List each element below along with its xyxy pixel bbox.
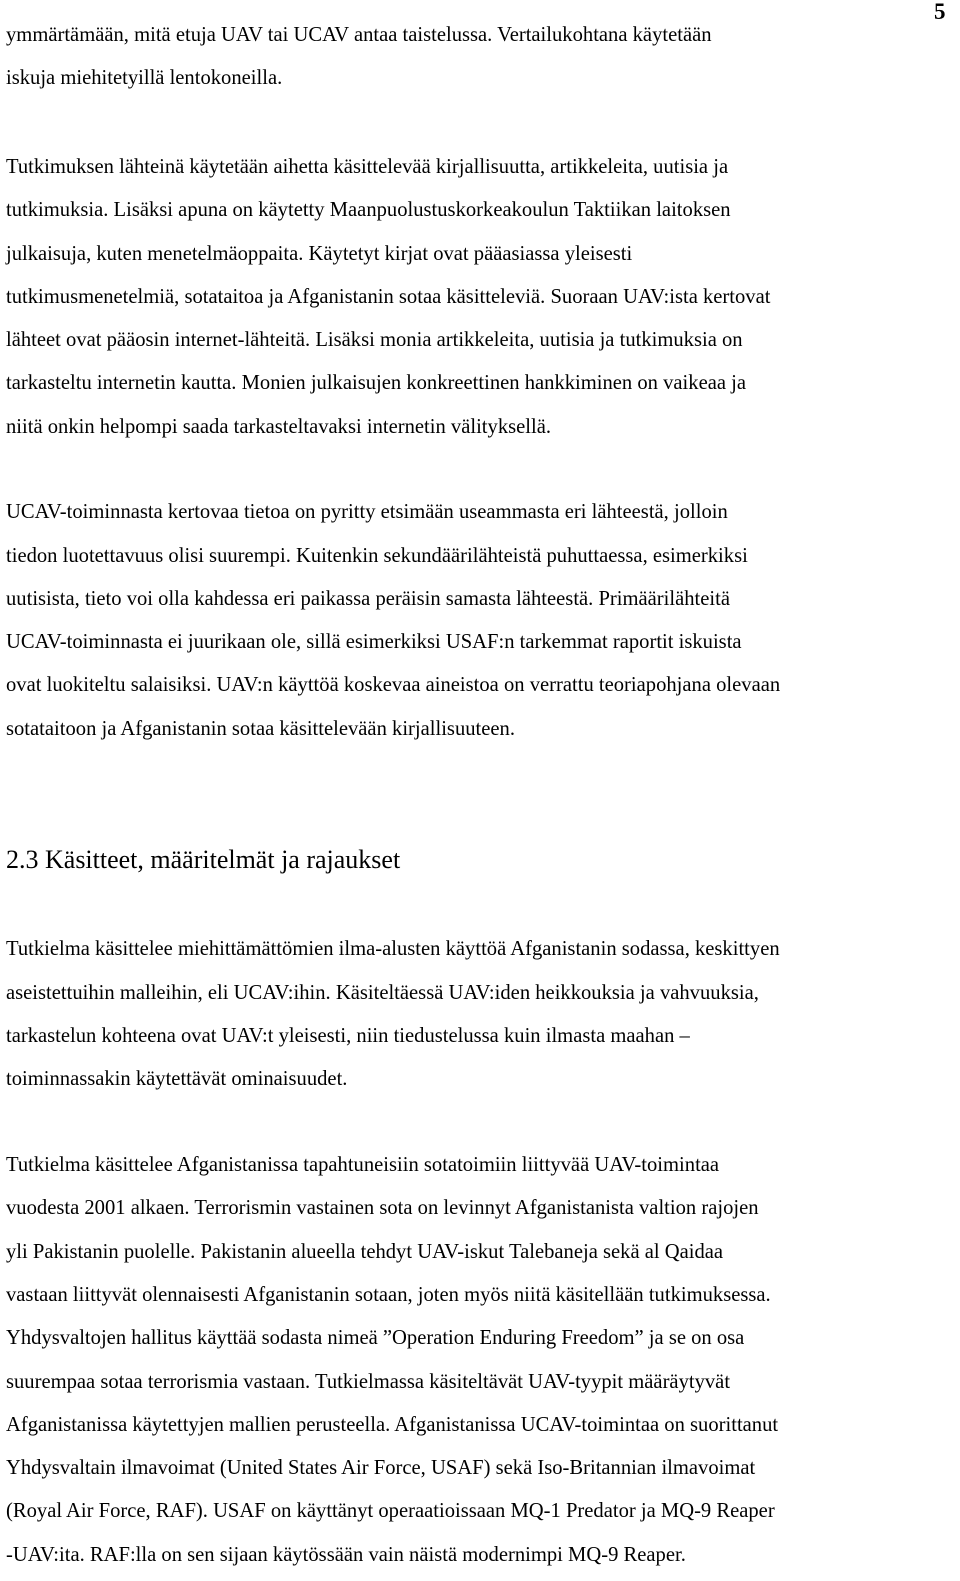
text-line: sotataitoon ja Afganistanin sotaa käsittelevään kirjallisuuteen. xyxy=(6,718,515,740)
text-line: tarkastelun kohteena ovat UAV:t yleisesti, niin tiedustelussa kuin ilmasta maahan – xyxy=(6,1025,690,1047)
text-line: tarkasteltu internetin kautta. Monien julkaisujen konkreettinen hankkiminen on vaikeaa ja xyxy=(6,372,747,394)
page-number: 5 xyxy=(934,0,946,24)
text-line: julkaisuja, kuten menetelmäoppaita. Käytetyt kirjat ovat pääasiassa yleisesti xyxy=(6,243,633,265)
text-line: tiedon luotettavuus olisi suurempi. Kuitenkin sekundäärilähteistä puhuttaessa, esimerkiksi xyxy=(6,545,748,567)
text-line: niitä onkin helpompi saada tarkasteltavaksi internetin välityksellä. xyxy=(6,416,552,438)
section-heading: 2.3 Käsitteet, määritelmät ja rajaukset xyxy=(6,845,401,874)
text-line: iskuja miehitetyillä lentokoneilla. xyxy=(6,67,283,89)
text-line: tutkimusmenetelmiä, sotataitoa ja Afganistanin sotaa käsitteleviä. Suoraan UAV:ista kertovat xyxy=(6,286,771,308)
text-line: aseistettuihin malleihin, eli UCAV:ihin. Käsiteltäessä UAV:iden heikkouksia ja vahvuuksia, xyxy=(6,982,759,1004)
text-line: UCAV-toiminnasta kertovaa tietoa on pyritty etsimään useammasta eri lähteestä, jolloin xyxy=(6,501,728,523)
text-line: Tutkielma käsittelee Afganistanissa tapahtuneisiin sotatoimiin liittyvää UAV-toimintaa xyxy=(6,1154,720,1176)
text-line: uutisista, tieto voi olla kahdessa eri paikassa peräisin samasta lähteestä. Primäärilähteitä xyxy=(6,588,730,610)
text-line: UCAV-toiminnasta ei juurikaan ole, sillä esimerkiksi USAF:n tarkemmat raportit iskuista xyxy=(6,631,742,653)
text-line: Yhdysvaltain ilmavoimat (United States Air Force, USAF) sekä Iso-Britannian ilmavoimat xyxy=(6,1457,756,1479)
text-line: suurempaa sotaa terrorismia vastaan. Tutkielmassa käsiteltävät UAV-tyypit määräytyvät xyxy=(6,1371,731,1393)
text-line: Afganistanissa käytettyjen mallien perusteella. Afganistanissa UCAV-toimintaa on suorittanut xyxy=(6,1414,779,1436)
text-line: lähteet ovat pääosin internet-lähteitä. Lisäksi monia artikkeleita, uutisia ja tutkimuksia on xyxy=(6,329,743,351)
text-line: vuodesta 2001 alkaen. Terrorismin vastainen sota on levinnyt Afganistanista valtion rajojen xyxy=(6,1197,759,1219)
text-line: (Royal Air Force, RAF). USAF on käyttänyt operaatioissaan MQ-1 Predator ja MQ-9 Reaper xyxy=(6,1500,775,1522)
text-line: toiminnassakin käytettävät ominaisuudet. xyxy=(6,1068,348,1090)
text-line: ymmärtämään, mitä etuja UAV tai UCAV antaa taistelussa. Vertailukohtana käytetään xyxy=(6,24,712,46)
text-line: ovat luokiteltu salaisiksi. UAV:n käyttöä koskevaa aineistoa on verrattu teoriapohjana olevaan xyxy=(6,674,781,696)
text-line: Tutkielma käsittelee miehittämättömien ilma-alusten käyttöä Afganistanin sodassa, keskittyen xyxy=(6,938,780,960)
text-line: vastaan liittyvät olennaisesti Afganistanin sotaan, joten myös niitä käsitellään tutkimuksessa. xyxy=(6,1284,771,1306)
text-line: Yhdysvaltojen hallitus käyttää sodasta nimeä ”Operation Enduring Freedom” ja se on osa xyxy=(6,1327,745,1349)
text-line: -UAV:ita. RAF:lla on sen sijaan käytössään vain näistä modernimpi MQ-9 Reaper. xyxy=(6,1544,686,1566)
text-line: yli Pakistanin puolelle. Pakistanin alueella tehdyt UAV-iskut Talebaneja sekä al Qaidaa xyxy=(6,1241,724,1263)
text-line: tutkimuksia. Lisäksi apuna on käytetty Maanpuolustuskorkeakoulun Taktiikan laitoksen xyxy=(6,199,731,221)
text-line: Tutkimuksen lähteinä käytetään aihetta käsittelevää kirjallisuutta, artikkeleita, uutisia ja xyxy=(6,156,729,178)
